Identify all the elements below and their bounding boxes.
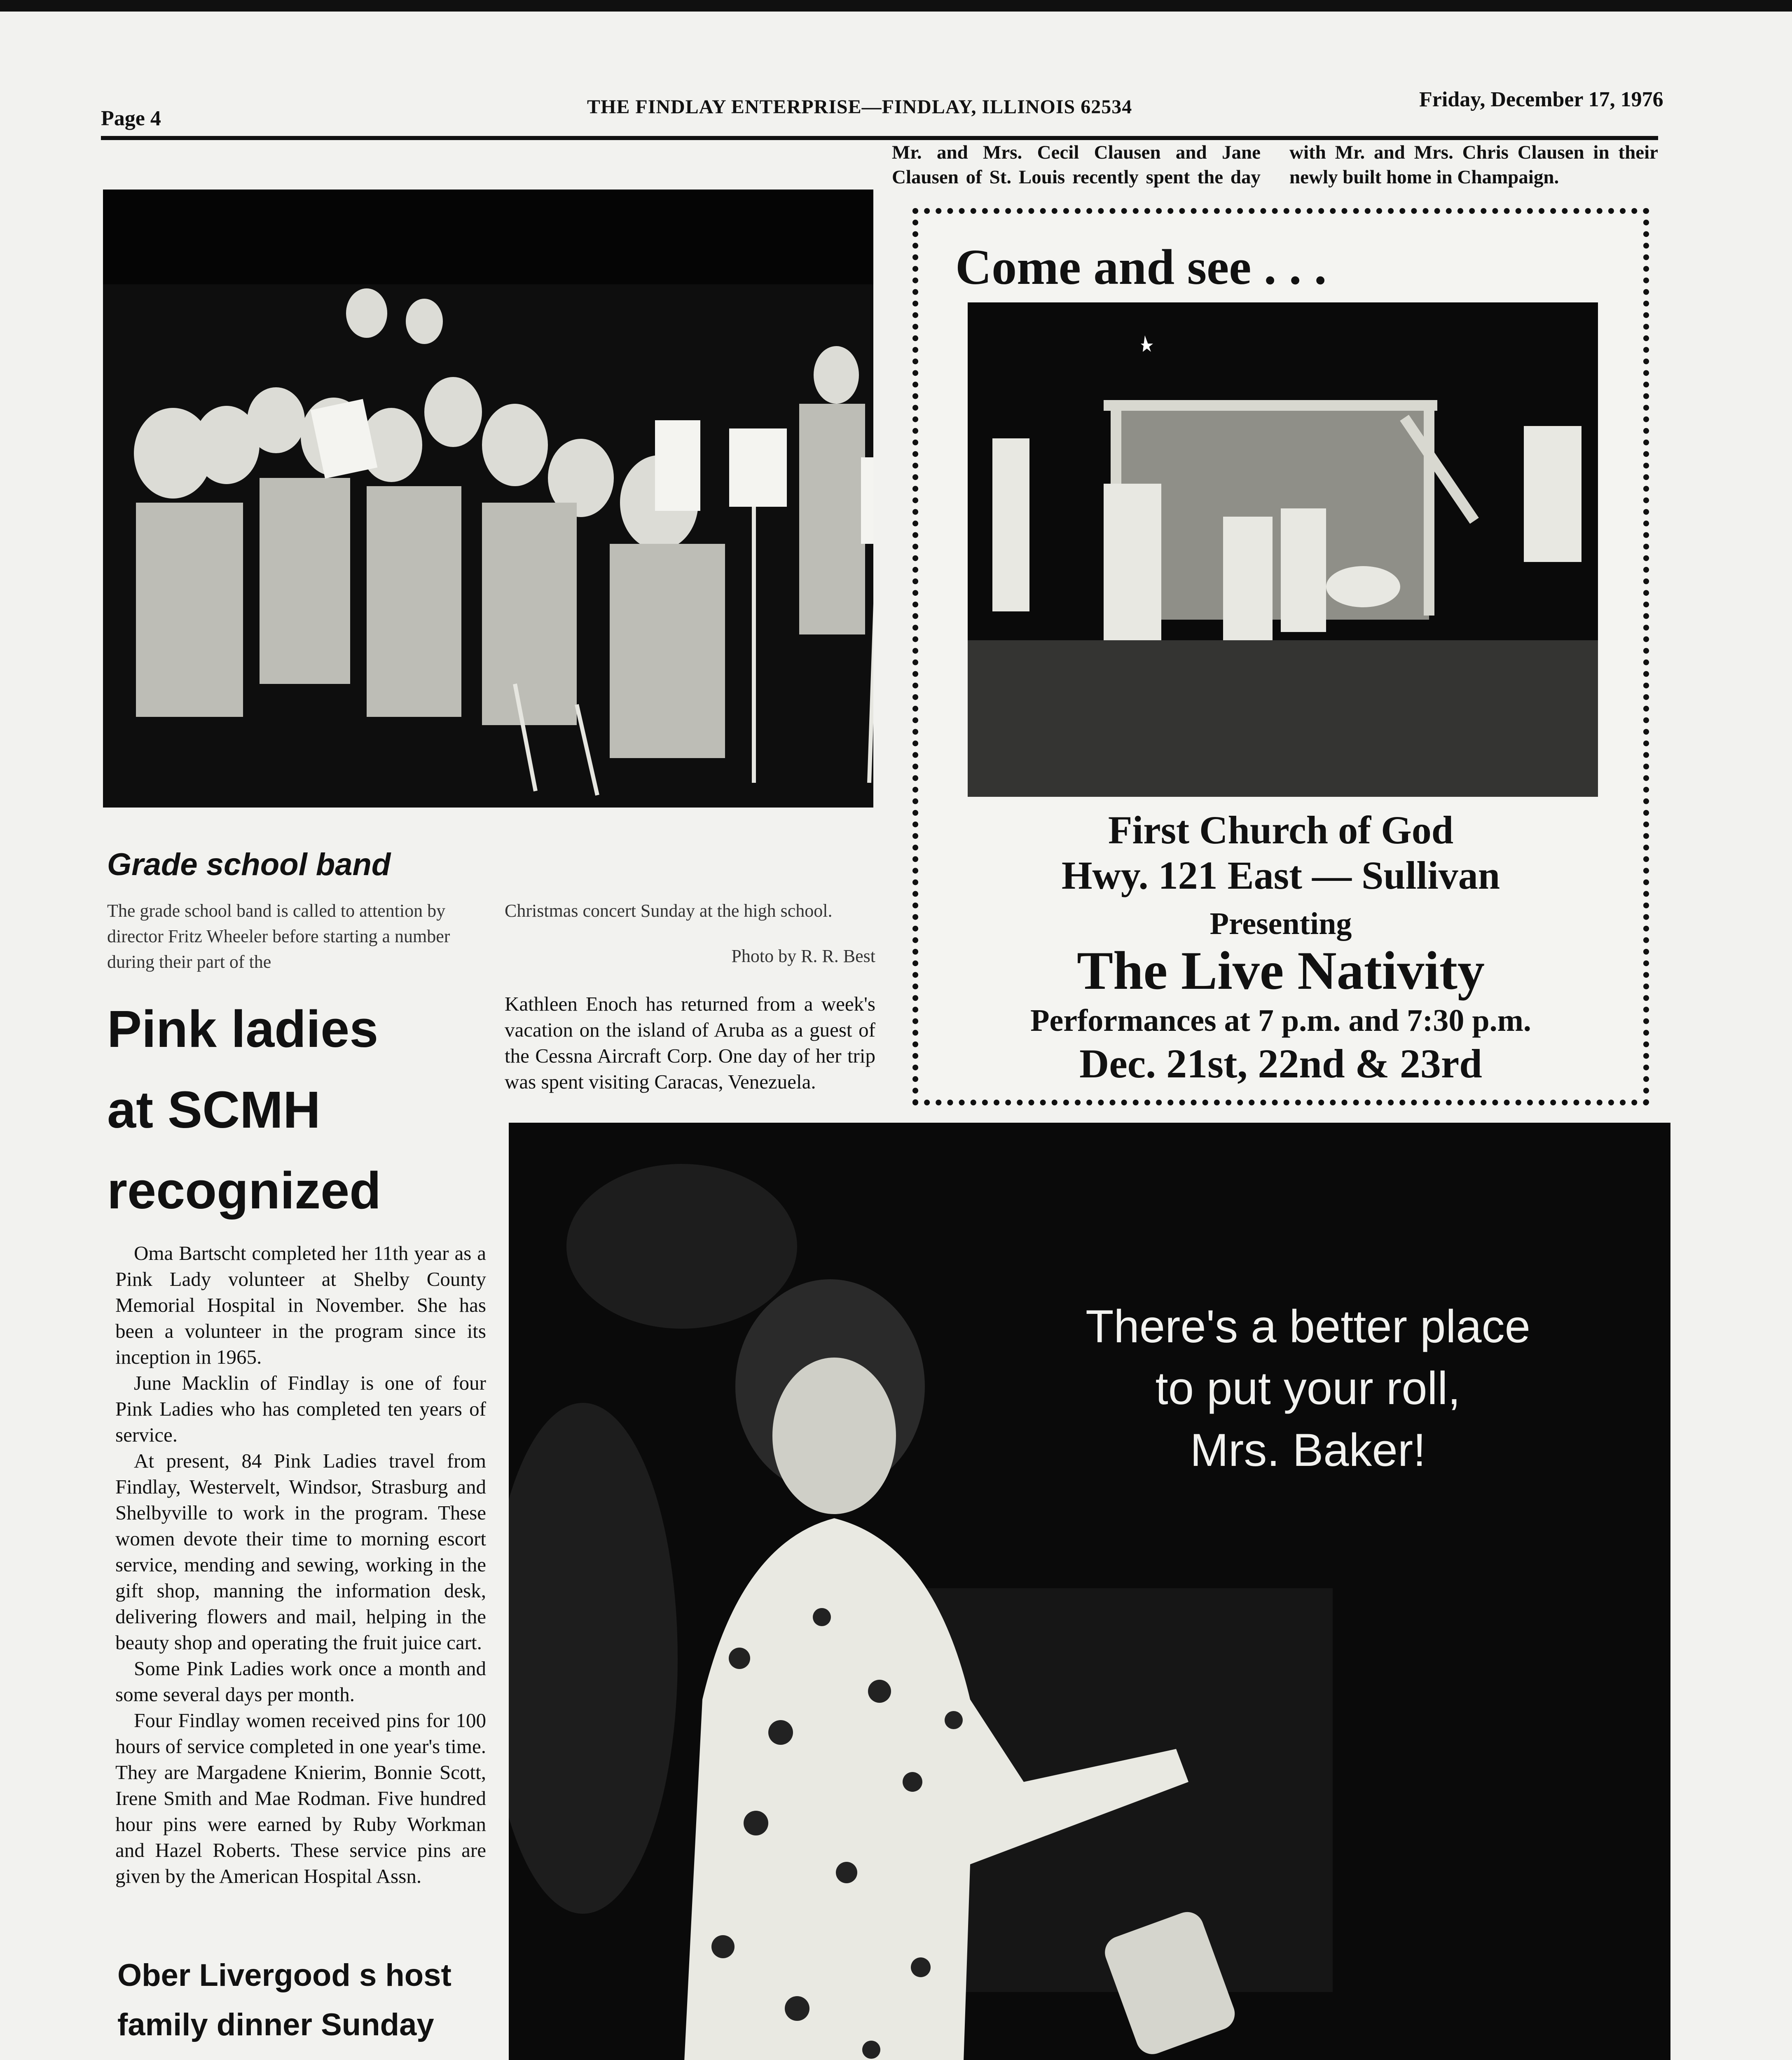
nativity-photo	[968, 302, 1598, 797]
enoch-note: Kathleen Enoch has returned from a week's vacation on the island of Aruba as a guest of the Cessna Aircraft Corp. One day of her trip was spent visiting Caracas, Venezuela.	[505, 993, 875, 1093]
story-paragraph: At present, 84 Pink Ladies travel from Findlay, Westervelt, Windsor, Strasburg and Shelbyville to work in the program. These women devote their time to morning escort service, mending and sewing, working in the gift shop, manning the information desk, delivering flowers and mail, helping in the beauty shop and operating the fruit juice cart.	[115, 1449, 486, 1654]
band-caption-left: The grade school band is called to attention by director Fritz Wheeler before starting a number during their part of the	[107, 901, 450, 972]
church-ad-headline: Come and see . . .	[955, 239, 1327, 295]
pink-ladies-headline-2: at SCMH	[107, 1081, 321, 1139]
band-caption-title: Grade school band	[107, 847, 391, 882]
insulation-ad-photo	[509, 1123, 1670, 2060]
livergood-headline-2: family dinner Sunday	[117, 2007, 434, 2042]
photo-credit: Photo by R. R. Best	[731, 946, 875, 966]
performance-times: Performances at 7 p.m. and 7:30 p.m.	[1030, 1003, 1531, 1038]
clausen-note: Mr. and Mrs. Cecil Clausen and Jane Clausen of St. Louis recently spent the day with Mr. and Mrs. Chris Clausen in their newly built home in Champaign.	[892, 142, 1658, 188]
pink-ladies-headline-3: recognized	[107, 1161, 381, 1220]
ad-photo-line-2: to put your roll,	[1155, 1362, 1461, 1414]
church-address: Hwy. 121 East — Sullivan	[1061, 853, 1500, 897]
story-paragraph: Four Findlay women received pins for 100 hours of service completed in one year's time. They are Margadene Knierim, Bonnie Scott, Irene Smith and Mae Rodman. Five hundred hour pins were earned by Ruby Workman and Hazel Roberts. These service pins are given by the American Hospital Assn.	[115, 1709, 486, 1887]
performance-dates: Dec. 21st, 22nd & 23rd	[1079, 1041, 1482, 1086]
ad-photo-line-3: Mrs. Baker!	[1190, 1424, 1426, 1476]
presenting-label: Presenting	[1209, 906, 1352, 941]
ad-photo-line-1: There's a better place	[1085, 1301, 1530, 1352]
story-paragraph: Some Pink Ladies work once a month and some several days per month.	[115, 1657, 486, 1706]
pink-ladies-headline-1: Pink ladies	[107, 1000, 379, 1058]
masthead-rule	[101, 136, 1658, 140]
church-nativity-ad	[912, 208, 1649, 1105]
church-name: First Church of God	[1108, 808, 1454, 852]
newspaper-name: THE FINDLAY ENTERPRISE—FINDLAY, ILLINOIS 62534	[587, 96, 1132, 118]
pink-ladies-story	[115, 1240, 486, 1889]
scan-top-edge	[0, 0, 1792, 12]
band-caption-right: Christmas concert Sunday at the high school.	[505, 901, 833, 921]
issue-date: Friday, December 17, 1976	[1419, 88, 1663, 111]
story-paragraph: Oma Bartscht completed her 11th year as a Pink Lady volunteer at Shelby County Memorial Hospital in November. She has been a volunteer in the program since its inception in 1965.	[115, 1242, 486, 1368]
page-number: Page 4	[101, 107, 161, 130]
story-paragraph: June Macklin of Findlay is one of four Pink Ladies who has completed ten years of service.	[115, 1372, 486, 1446]
livergood-headline-1: Ober Livergood s host	[117, 1958, 452, 1993]
band-photo	[103, 190, 873, 808]
event-title: The Live Nativity	[1077, 940, 1485, 1001]
